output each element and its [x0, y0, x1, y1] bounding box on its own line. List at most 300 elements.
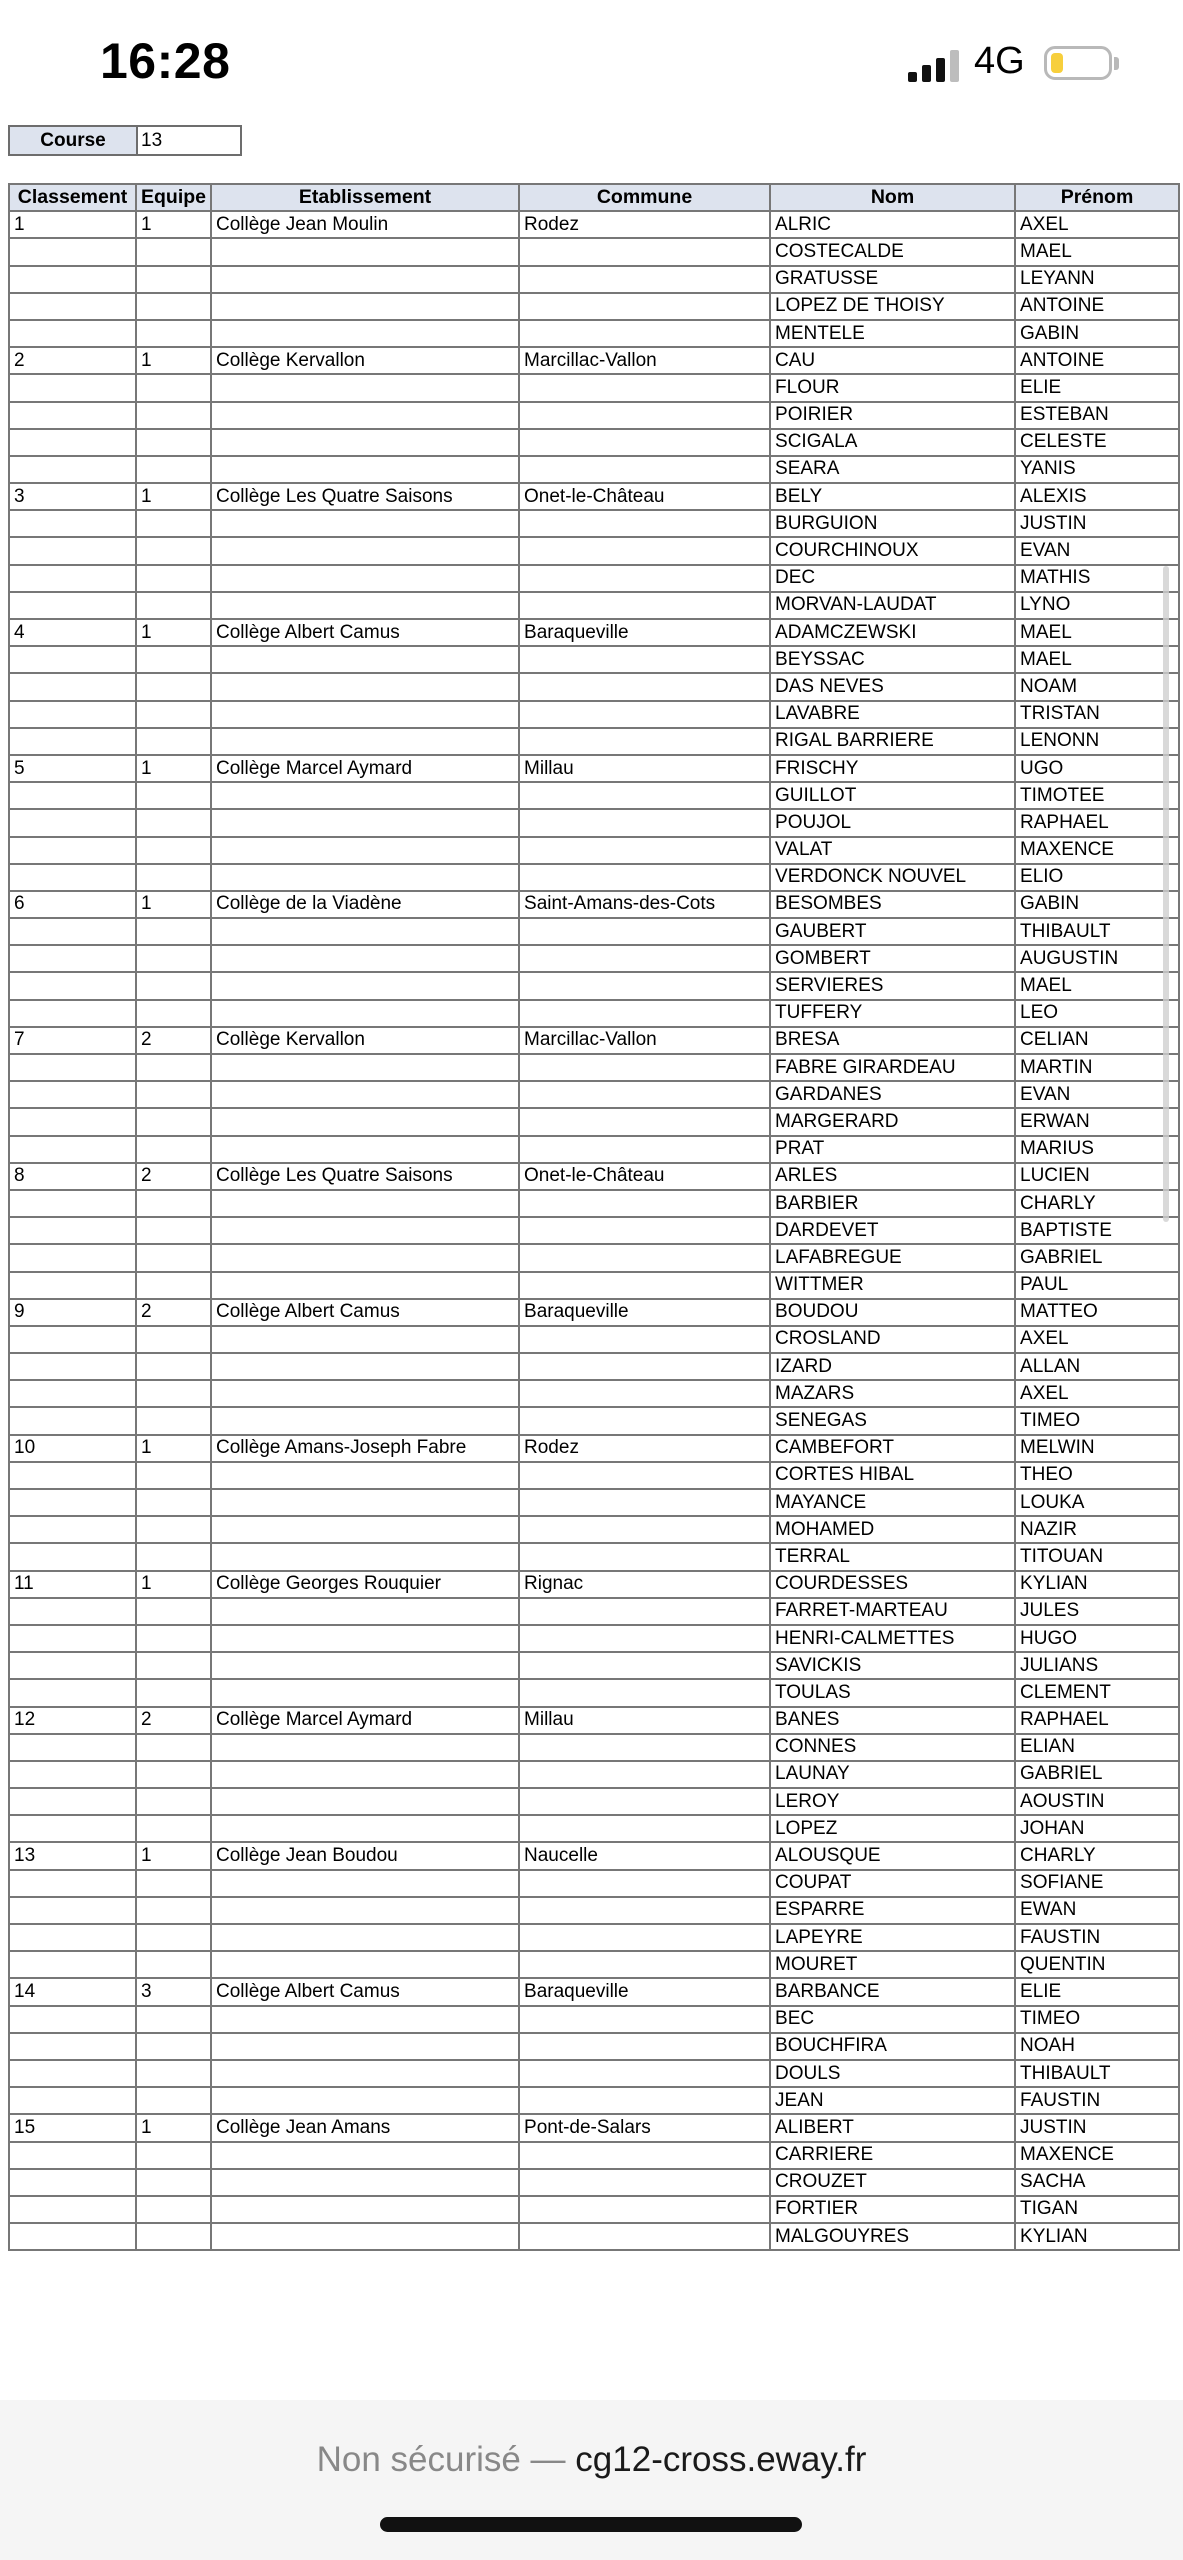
- cell-classement: [9, 1788, 136, 1815]
- cell-classement: 6: [9, 891, 136, 918]
- cell-prenom: MAXENCE: [1015, 837, 1179, 864]
- cell-commune: [519, 293, 770, 320]
- cell-nom: CAMBEFORT: [770, 1435, 1015, 1462]
- table-row: [9, 1815, 1179, 1842]
- cell-prenom: ANTOINE: [1015, 347, 1179, 374]
- cell-equipe: [136, 701, 211, 728]
- cell-equipe: [136, 1652, 211, 1679]
- cell-commune: [519, 1190, 770, 1217]
- cell-classement: [9, 1516, 136, 1543]
- cell-nom: MOHAMED: [770, 1516, 1015, 1543]
- cell-equipe: [136, 2033, 211, 2060]
- table-row: [9, 728, 1179, 755]
- cell-prenom: CHARLY: [1015, 1190, 1179, 1217]
- cell-commune: [519, 1489, 770, 1516]
- cell-prenom: HUGO: [1015, 1625, 1179, 1652]
- cell-equipe: [136, 918, 211, 945]
- cell-etablissement: [211, 1951, 519, 1978]
- cell-prenom: RAPHAEL: [1015, 809, 1179, 836]
- cell-nom: MAZARS: [770, 1380, 1015, 1407]
- cell-etablissement: Collège Albert Camus: [211, 619, 519, 646]
- cell-prenom: ALEXIS: [1015, 483, 1179, 510]
- cell-etablissement: [211, 2196, 519, 2223]
- cell-commune: [519, 1326, 770, 1353]
- cell-prenom: MARTIN: [1015, 1054, 1179, 1081]
- cell-prenom: GABRIEL: [1015, 1244, 1179, 1271]
- table-row: [9, 1163, 1179, 1190]
- cell-prenom: CLEMENT: [1015, 1679, 1179, 1706]
- cell-commune: Pont-de-Salars: [519, 2114, 770, 2141]
- cell-classement: [9, 402, 136, 429]
- cell-classement: [9, 2142, 136, 2169]
- cell-prenom: GABIN: [1015, 891, 1179, 918]
- cell-classement: 12: [9, 1707, 136, 1734]
- cell-nom: TOULAS: [770, 1679, 1015, 1706]
- cell-classement: [9, 864, 136, 891]
- cell-prenom: TITOUAN: [1015, 1543, 1179, 1570]
- cell-etablissement: [211, 1815, 519, 1842]
- cell-classement: [9, 2060, 136, 2087]
- table-row: [9, 1353, 1179, 1380]
- table-row: [9, 891, 1179, 918]
- cell-equipe: 1: [136, 1842, 211, 1869]
- cell-nom: CAU: [770, 347, 1015, 374]
- cell-nom: LEROY: [770, 1788, 1015, 1815]
- cell-nom: BOUCHFIRA: [770, 2033, 1015, 2060]
- cell-commune: [519, 1353, 770, 1380]
- cell-etablissement: [211, 1054, 519, 1081]
- cell-nom: SENEGAS: [770, 1407, 1015, 1434]
- cell-classement: [9, 945, 136, 972]
- cell-commune: [519, 1000, 770, 1027]
- cell-etablissement: [211, 2169, 519, 2196]
- cell-etablissement: Collège Marcel Aymard: [211, 1707, 519, 1734]
- cell-classement: [9, 1897, 136, 1924]
- cell-equipe: [136, 864, 211, 891]
- cell-etablissement: [211, 837, 519, 864]
- table-row: [9, 1707, 1179, 1734]
- cell-equipe: 3: [136, 1978, 211, 2005]
- cell-equipe: [136, 1353, 211, 1380]
- cell-classement: [9, 1054, 136, 1081]
- cell-commune: Rodez: [519, 211, 770, 238]
- table-row: [9, 238, 1179, 265]
- url-domain: cg12-cross.eway.fr: [575, 2440, 867, 2479]
- cell-nom: MARGERARD: [770, 1108, 1015, 1135]
- cell-etablissement: [211, 2060, 519, 2087]
- cell-commune: [519, 918, 770, 945]
- table-row: [9, 1951, 1179, 1978]
- cell-etablissement: [211, 1543, 519, 1570]
- cell-commune: Rignac: [519, 1571, 770, 1598]
- cell-classement: 14: [9, 1978, 136, 2005]
- cell-classement: [9, 1734, 136, 1761]
- cell-equipe: [136, 1108, 211, 1135]
- cell-prenom: BAPTISTE: [1015, 1217, 1179, 1244]
- cell-classement: [9, 646, 136, 673]
- cell-classement: [9, 2033, 136, 2060]
- cell-nom: CROUZET: [770, 2169, 1015, 2196]
- cell-nom: LAUNAY: [770, 1761, 1015, 1788]
- cell-equipe: [136, 782, 211, 809]
- cell-prenom: JULES: [1015, 1598, 1179, 1625]
- cell-nom: SERVIERES: [770, 972, 1015, 999]
- header-equipe: Equipe: [136, 184, 211, 211]
- table-row: [9, 537, 1179, 564]
- cell-nom: BRESA: [770, 1027, 1015, 1054]
- cell-nom: BEYSSAC: [770, 646, 1015, 673]
- cell-classement: [9, 1190, 136, 1217]
- cell-prenom: NAZIR: [1015, 1516, 1179, 1543]
- cell-commune: [519, 1761, 770, 1788]
- table-row: [9, 2196, 1179, 2223]
- cell-prenom: TIMOTEE: [1015, 782, 1179, 809]
- cell-nom: ARLES: [770, 1163, 1015, 1190]
- table-row: [9, 592, 1179, 619]
- cell-commune: [519, 864, 770, 891]
- cell-nom: DAS NEVES: [770, 673, 1015, 700]
- cell-nom: GUILLOT: [770, 782, 1015, 809]
- cell-commune: Millau: [519, 755, 770, 782]
- cell-commune: Naucelle: [519, 1842, 770, 1869]
- cell-prenom: ELIAN: [1015, 1734, 1179, 1761]
- cell-classement: [9, 809, 136, 836]
- table-row: [9, 1299, 1179, 1326]
- cell-prenom: EWAN: [1015, 1897, 1179, 1924]
- cell-etablissement: [211, 565, 519, 592]
- cell-classement: [9, 1217, 136, 1244]
- cell-equipe: 1: [136, 619, 211, 646]
- cell-nom: PRAT: [770, 1136, 1015, 1163]
- cell-nom: LAFABREGUE: [770, 1244, 1015, 1271]
- cell-equipe: [136, 429, 211, 456]
- cell-etablissement: Collège Marcel Aymard: [211, 755, 519, 782]
- cell-equipe: [136, 2223, 211, 2250]
- cell-classement: [9, 592, 136, 619]
- table-row: [9, 1897, 1179, 1924]
- cell-prenom: ELIE: [1015, 1978, 1179, 2005]
- cell-equipe: 2: [136, 1163, 211, 1190]
- table-row: [9, 809, 1179, 836]
- cell-prenom: KYLIAN: [1015, 1571, 1179, 1598]
- cell-equipe: [136, 1244, 211, 1271]
- cell-commune: [519, 2196, 770, 2223]
- table-row: [9, 2033, 1179, 2060]
- cell-equipe: [136, 1462, 211, 1489]
- cell-nom: FLOUR: [770, 374, 1015, 401]
- header-etablissement: Etablissement: [211, 184, 519, 211]
- table-row: [9, 1462, 1179, 1489]
- cell-equipe: 1: [136, 1435, 211, 1462]
- cell-etablissement: [211, 646, 519, 673]
- table-row: [9, 456, 1179, 483]
- cell-etablissement: [211, 701, 519, 728]
- cell-etablissement: [211, 918, 519, 945]
- table-row: [9, 320, 1179, 347]
- cell-etablissement: [211, 1380, 519, 1407]
- cell-equipe: [136, 673, 211, 700]
- table-row: [9, 1000, 1179, 1027]
- cell-nom: ADAMCZEWSKI: [770, 619, 1015, 646]
- table-row: [9, 402, 1179, 429]
- cell-prenom: JULIANS: [1015, 1652, 1179, 1679]
- cell-nom: IZARD: [770, 1353, 1015, 1380]
- cell-prenom: MAEL: [1015, 238, 1179, 265]
- cell-classement: [9, 1815, 136, 1842]
- cell-nom: LOPEZ DE THOISY: [770, 293, 1015, 320]
- cell-commune: [519, 1815, 770, 1842]
- cell-commune: [519, 1462, 770, 1489]
- cell-equipe: [136, 1000, 211, 1027]
- cell-prenom: AXEL: [1015, 1326, 1179, 1353]
- address-bar[interactable]: [0, 2440, 1183, 2480]
- cell-classement: [9, 1543, 136, 1570]
- cell-nom: RIGAL BARRIERE: [770, 728, 1015, 755]
- cell-classement: [9, 1870, 136, 1897]
- cell-nom: ALRIC: [770, 211, 1015, 238]
- table-row: [9, 2087, 1179, 2114]
- results-body: [9, 211, 1179, 2250]
- cell-equipe: [136, 1788, 211, 1815]
- cell-commune: [519, 456, 770, 483]
- cell-etablissement: [211, 1000, 519, 1027]
- cell-etablissement: [211, 1788, 519, 1815]
- table-row: [9, 374, 1179, 401]
- table-row: [9, 1924, 1179, 1951]
- cell-classement: 5: [9, 755, 136, 782]
- table-header-row: [9, 184, 1179, 211]
- cell-classement: [9, 673, 136, 700]
- cell-equipe: 1: [136, 211, 211, 238]
- security-label: Non sécurisé —: [316, 2440, 576, 2479]
- cell-prenom: TIMEO: [1015, 2006, 1179, 2033]
- cell-classement: 3: [9, 483, 136, 510]
- table-row: [9, 1244, 1179, 1271]
- cell-prenom: AXEL: [1015, 1380, 1179, 1407]
- cell-etablissement: [211, 429, 519, 456]
- cell-etablissement: [211, 1326, 519, 1353]
- cell-nom: SCIGALA: [770, 429, 1015, 456]
- table-row: [9, 429, 1179, 456]
- cell-commune: [519, 1625, 770, 1652]
- cell-prenom: CHARLY: [1015, 1842, 1179, 1869]
- cell-equipe: [136, 1136, 211, 1163]
- cell-equipe: [136, 1734, 211, 1761]
- table-row: [9, 1679, 1179, 1706]
- cell-equipe: 1: [136, 2114, 211, 2141]
- results-table: [8, 183, 1180, 2251]
- cell-etablissement: [211, 1516, 519, 1543]
- network-type: 4G: [974, 40, 1025, 82]
- cell-equipe: [136, 1272, 211, 1299]
- cell-commune: Baraqueville: [519, 1299, 770, 1326]
- cell-commune: [519, 1924, 770, 1951]
- cell-classement: 1: [9, 211, 136, 238]
- cell-commune: [519, 1897, 770, 1924]
- cell-etablissement: [211, 864, 519, 891]
- cell-etablissement: [211, 1108, 519, 1135]
- cell-classement: [9, 728, 136, 755]
- cell-equipe: [136, 1924, 211, 1951]
- table-row: [9, 211, 1179, 238]
- cell-prenom: TIMEO: [1015, 1407, 1179, 1434]
- cell-equipe: [136, 837, 211, 864]
- table-row: [9, 1136, 1179, 1163]
- cell-prenom: MAXENCE: [1015, 2142, 1179, 2169]
- table-row: [9, 1734, 1179, 1761]
- cell-equipe: [136, 1326, 211, 1353]
- cell-nom: POUJOL: [770, 809, 1015, 836]
- cell-nom: DOULS: [770, 2060, 1015, 2087]
- cell-etablissement: [211, 1679, 519, 1706]
- cell-prenom: SACHA: [1015, 2169, 1179, 2196]
- cell-equipe: [136, 2142, 211, 2169]
- cell-equipe: [136, 565, 211, 592]
- cell-nom: ALIBERT: [770, 2114, 1015, 2141]
- cell-etablissement: Collège Jean Moulin: [211, 211, 519, 238]
- course-box: [8, 125, 242, 156]
- status-time: 16:28: [100, 33, 231, 89]
- cell-prenom: JOHAN: [1015, 1815, 1179, 1842]
- cell-etablissement: [211, 2142, 519, 2169]
- table-row: [9, 1842, 1179, 1869]
- course-label: Course: [9, 126, 137, 155]
- cell-prenom: JUSTIN: [1015, 2114, 1179, 2141]
- cell-equipe: [136, 266, 211, 293]
- cell-etablissement: [211, 238, 519, 265]
- cell-equipe: [136, 1407, 211, 1434]
- cell-prenom: UGO: [1015, 755, 1179, 782]
- cell-equipe: [136, 1815, 211, 1842]
- cell-classement: [9, 1326, 136, 1353]
- cell-commune: [519, 402, 770, 429]
- signal-strength-icon: [908, 50, 960, 82]
- cell-classement: 4: [9, 619, 136, 646]
- cell-prenom: CELIAN: [1015, 1027, 1179, 1054]
- cell-equipe: [136, 2169, 211, 2196]
- battery-tip: [1114, 57, 1119, 70]
- table-row: [9, 619, 1179, 646]
- cell-classement: [9, 1000, 136, 1027]
- table-row: [9, 293, 1179, 320]
- cell-classement: [9, 537, 136, 564]
- cell-commune: [519, 2142, 770, 2169]
- cell-equipe: [136, 537, 211, 564]
- table-row: [9, 701, 1179, 728]
- cell-equipe: [136, 1516, 211, 1543]
- cell-prenom: GABIN: [1015, 320, 1179, 347]
- cell-prenom: NOAH: [1015, 2033, 1179, 2060]
- table-row: [9, 918, 1179, 945]
- cell-prenom: CELESTE: [1015, 429, 1179, 456]
- cell-etablissement: [211, 266, 519, 293]
- header-commune: Commune: [519, 184, 770, 211]
- table-row: [9, 2006, 1179, 2033]
- cell-prenom: SOFIANE: [1015, 1870, 1179, 1897]
- cell-nom: LOPEZ: [770, 1815, 1015, 1842]
- scrollbar[interactable]: [1163, 566, 1169, 1222]
- cell-commune: [519, 1543, 770, 1570]
- cell-prenom: EVAN: [1015, 537, 1179, 564]
- cell-nom: BEC: [770, 2006, 1015, 2033]
- cell-prenom: FAUSTIN: [1015, 2087, 1179, 2114]
- cell-equipe: [136, 374, 211, 401]
- cell-commune: [519, 1788, 770, 1815]
- cell-prenom: LEO: [1015, 1000, 1179, 1027]
- table-row: [9, 1217, 1179, 1244]
- cell-nom: CORTES HIBAL: [770, 1462, 1015, 1489]
- cell-equipe: [136, 1217, 211, 1244]
- cell-commune: [519, 592, 770, 619]
- cell-commune: [519, 238, 770, 265]
- table-row: [9, 2223, 1179, 2250]
- cell-equipe: 1: [136, 755, 211, 782]
- cell-prenom: ERWAN: [1015, 1108, 1179, 1135]
- cell-commune: [519, 1870, 770, 1897]
- cell-equipe: [136, 293, 211, 320]
- cell-nom: GARDANES: [770, 1081, 1015, 1108]
- cell-etablissement: [211, 1190, 519, 1217]
- cell-prenom: AOUSTIN: [1015, 1788, 1179, 1815]
- cell-equipe: 2: [136, 1299, 211, 1326]
- table-row: [9, 782, 1179, 809]
- cell-equipe: [136, 1598, 211, 1625]
- cell-commune: [519, 2087, 770, 2114]
- cell-classement: [9, 1462, 136, 1489]
- cell-nom: ESPARRE: [770, 1897, 1015, 1924]
- cell-commune: [519, 2033, 770, 2060]
- cell-equipe: 2: [136, 1707, 211, 1734]
- cell-equipe: [136, 1489, 211, 1516]
- cell-classement: 2: [9, 347, 136, 374]
- cell-commune: [519, 972, 770, 999]
- cell-classement: [9, 1244, 136, 1271]
- cell-prenom: THEO: [1015, 1462, 1179, 1489]
- cell-equipe: 1: [136, 347, 211, 374]
- cell-etablissement: [211, 1272, 519, 1299]
- cell-classement: [9, 238, 136, 265]
- table-row: [9, 1978, 1179, 2005]
- cell-etablissement: [211, 2033, 519, 2060]
- cell-prenom: RAPHAEL: [1015, 1707, 1179, 1734]
- cell-commune: Baraqueville: [519, 1978, 770, 2005]
- cell-classement: 8: [9, 1163, 136, 1190]
- cell-classement: [9, 1652, 136, 1679]
- cell-prenom: MARIUS: [1015, 1136, 1179, 1163]
- cell-nom: FRISCHY: [770, 755, 1015, 782]
- cell-commune: [519, 1380, 770, 1407]
- cell-etablissement: [211, 537, 519, 564]
- cell-commune: [519, 728, 770, 755]
- cell-nom: BOUDOU: [770, 1299, 1015, 1326]
- cell-nom: MORVAN-LAUDAT: [770, 592, 1015, 619]
- table-row: [9, 1870, 1179, 1897]
- cell-commune: [519, 1407, 770, 1434]
- cell-commune: [519, 1108, 770, 1135]
- cell-etablissement: [211, 2006, 519, 2033]
- cell-classement: [9, 2006, 136, 2033]
- table-row: [9, 1761, 1179, 1788]
- cell-etablissement: [211, 782, 519, 809]
- cell-prenom: ESTEBAN: [1015, 402, 1179, 429]
- cell-classement: [9, 2169, 136, 2196]
- home-indicator[interactable]: [380, 2517, 802, 2532]
- cell-prenom: LUCIEN: [1015, 1163, 1179, 1190]
- table-row: [9, 347, 1179, 374]
- cell-nom: BARBANCE: [770, 1978, 1015, 2005]
- cell-etablissement: [211, 1407, 519, 1434]
- cell-prenom: LENONN: [1015, 728, 1179, 755]
